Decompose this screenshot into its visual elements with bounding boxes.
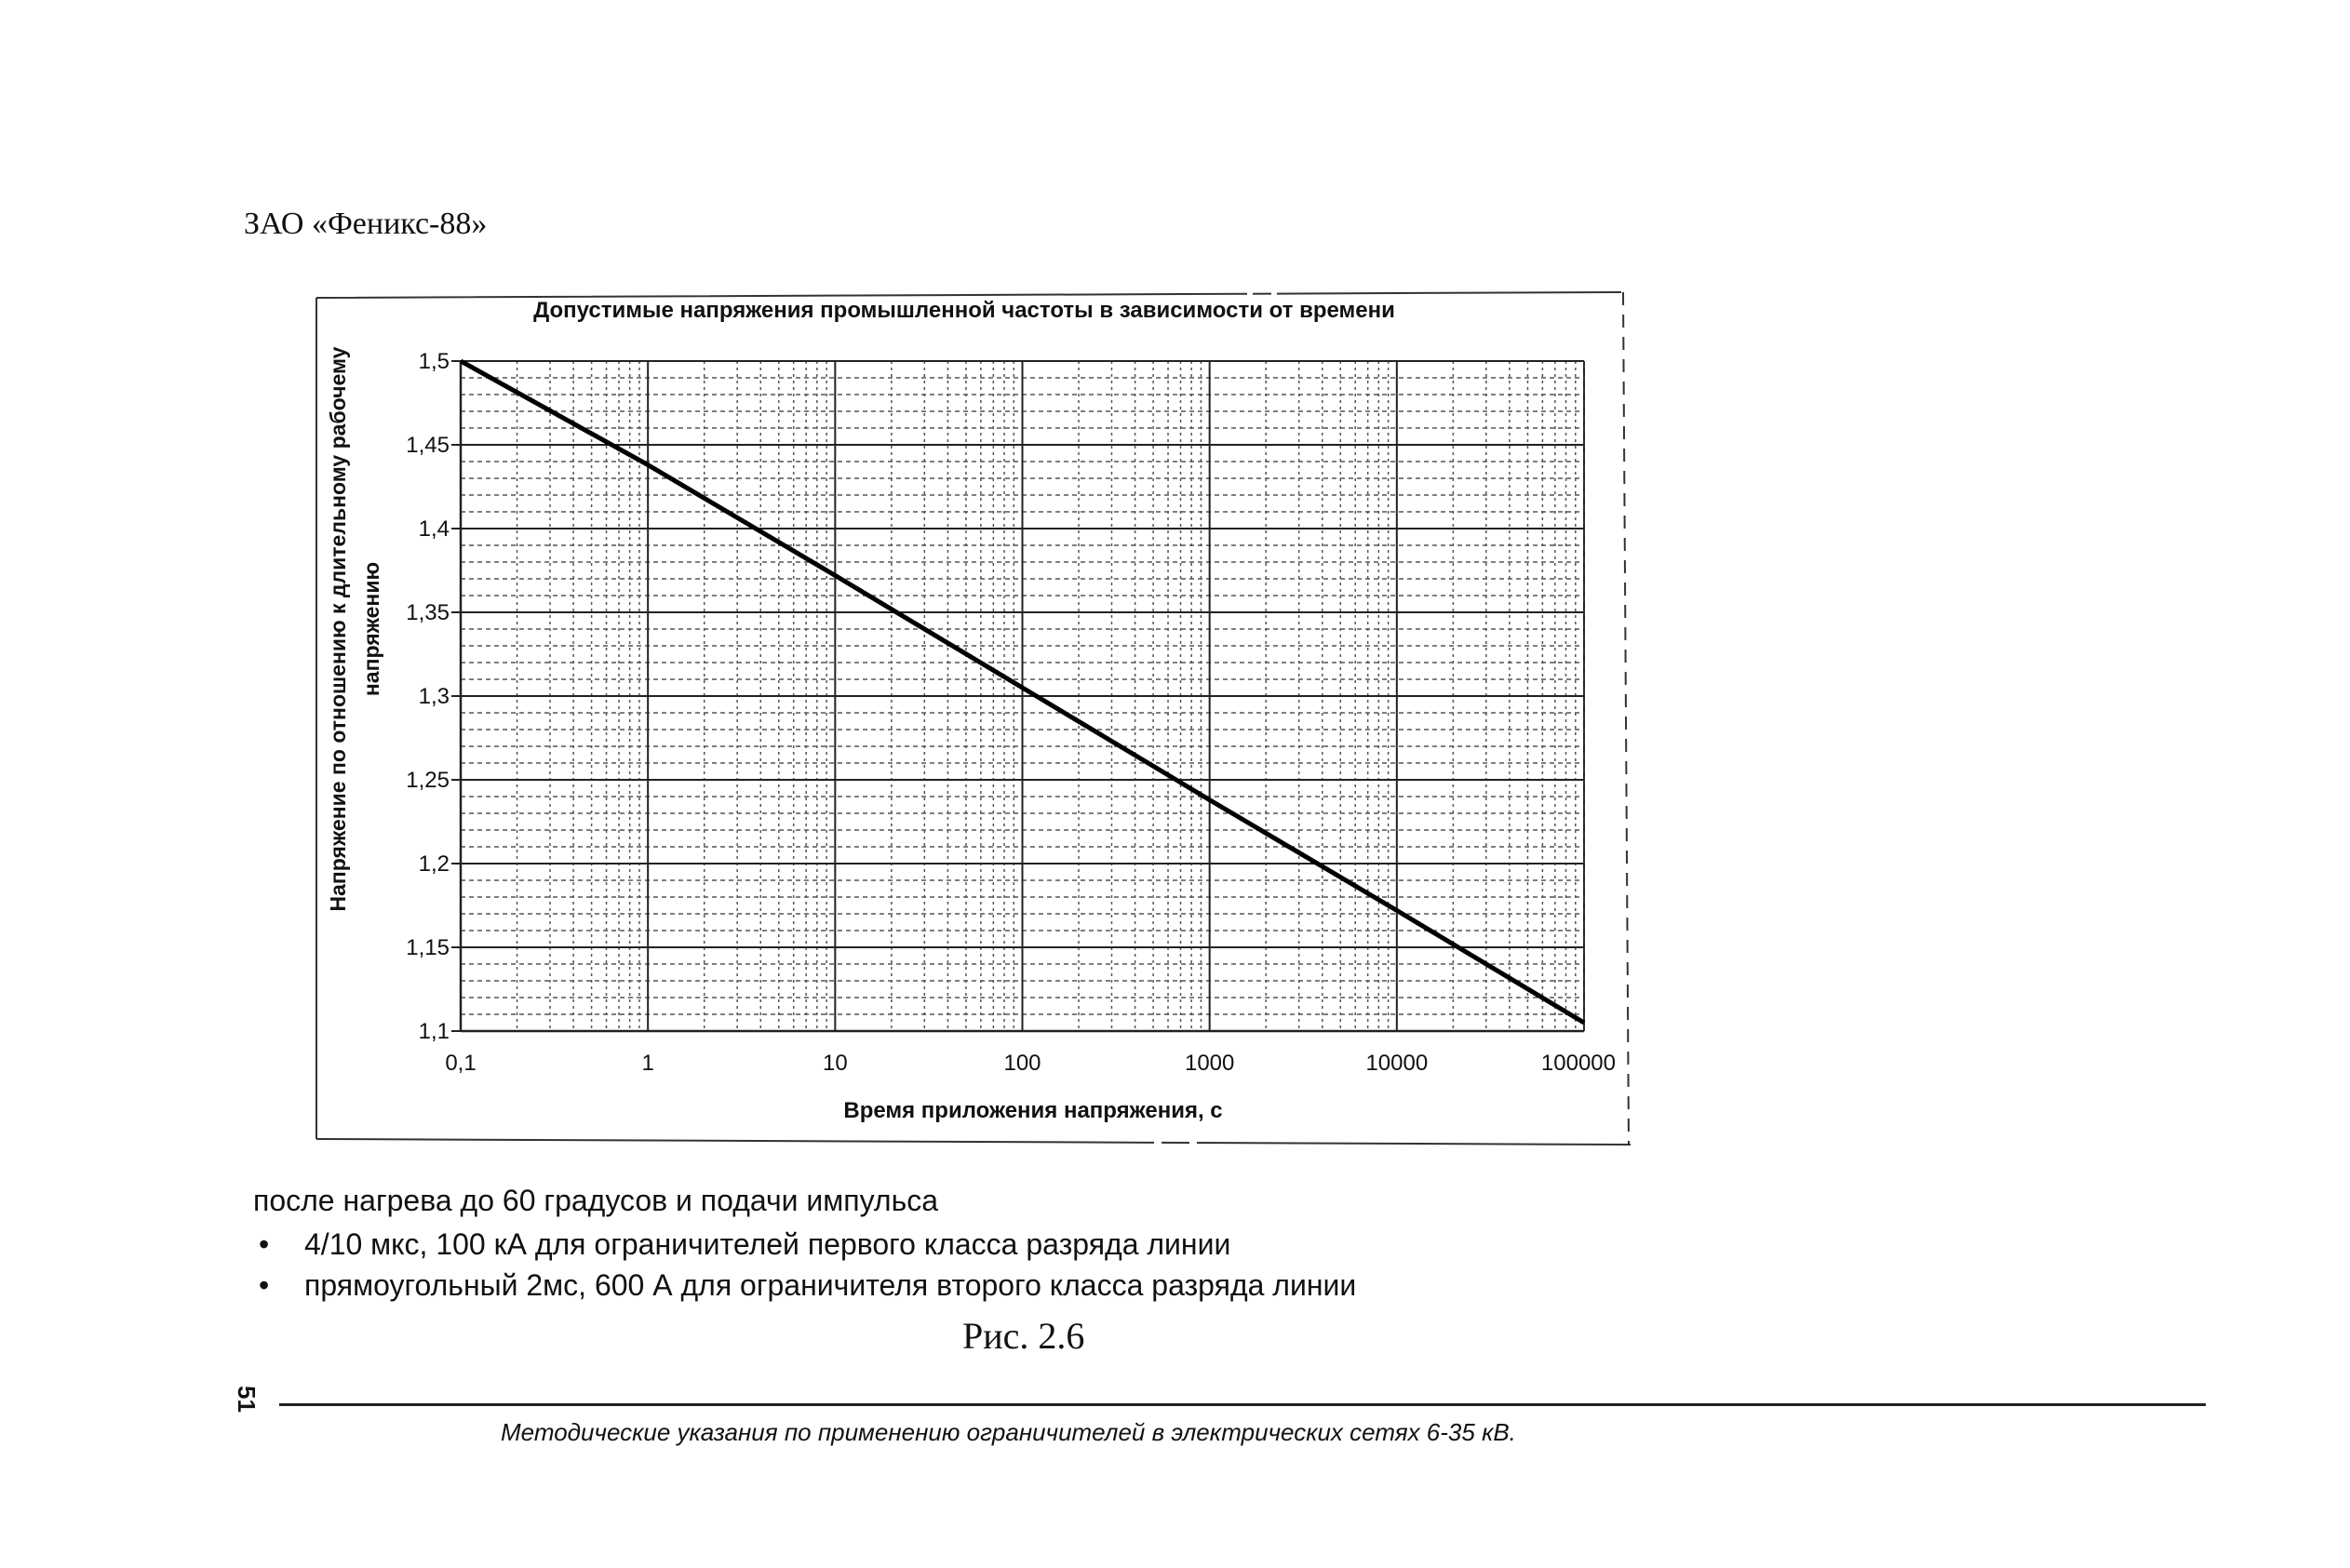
figure-caption: Рис. 2.6 (962, 1315, 1085, 1357)
y-tick-label: 1,5 (418, 349, 450, 374)
footer-divider (279, 1403, 2206, 1406)
chart (309, 290, 1631, 1146)
y-tick-label: 1,25 (406, 768, 450, 793)
company-header: ЗАО «Феникс-88» (244, 207, 488, 241)
y-tick-label: 1,1 (418, 1019, 450, 1044)
x-tick-label: 100 (1003, 1051, 1041, 1076)
x-tick-label: 10000 (1365, 1051, 1429, 1076)
x-tick-label: 1 (641, 1051, 654, 1076)
y-tick-label: 1,4 (418, 516, 450, 542)
footer-text: Методические указания по применению ограничителей в электрических сетях 6-35 кВ. (501, 1418, 1516, 1446)
bullet-item (253, 1224, 1356, 1265)
y-tick-label: 1,3 (418, 684, 450, 709)
bullet-text: прямоугольный 2мс, 600 А для ограничителя второго класса разряда линии (304, 1268, 1357, 1302)
x-tick-label: 100000 (1540, 1051, 1616, 1076)
x-tick-label: 0,1 (445, 1051, 477, 1076)
bullet-item (253, 1265, 1356, 1306)
frame-right (1623, 292, 1629, 1145)
x-tick-label: 1000 (1184, 1051, 1235, 1076)
bullet-text: 4/10 мкс, 100 кА для ограничителей первого класса разряда линии (304, 1227, 1231, 1261)
chart-title: Допустимые напряжения промышленной частоты в зависимости от времени (533, 298, 1395, 323)
x-axis-label: Время приложения напряжения, с (843, 1098, 1223, 1123)
y-tick-label: 1,45 (406, 433, 450, 458)
bullet-list (253, 1224, 1356, 1306)
bullet-icon: • (259, 1227, 270, 1261)
frame-bottom (316, 1139, 1631, 1145)
bullet-icon: • (259, 1268, 270, 1302)
chart-svg (309, 290, 1631, 1146)
body-paragraph: после нагрева до 60 градусов и подачи импульса (253, 1184, 939, 1217)
page-number: 51 (232, 1386, 261, 1413)
x-tick-label: 10 (822, 1051, 848, 1076)
y-axis-label: Напряжение по отношению к длительному рабочему напряжению (326, 346, 383, 912)
y-tick-label: 1,35 (406, 600, 450, 625)
y-tick-label: 1,15 (406, 935, 450, 960)
y-tick-label: 1,2 (418, 851, 450, 877)
